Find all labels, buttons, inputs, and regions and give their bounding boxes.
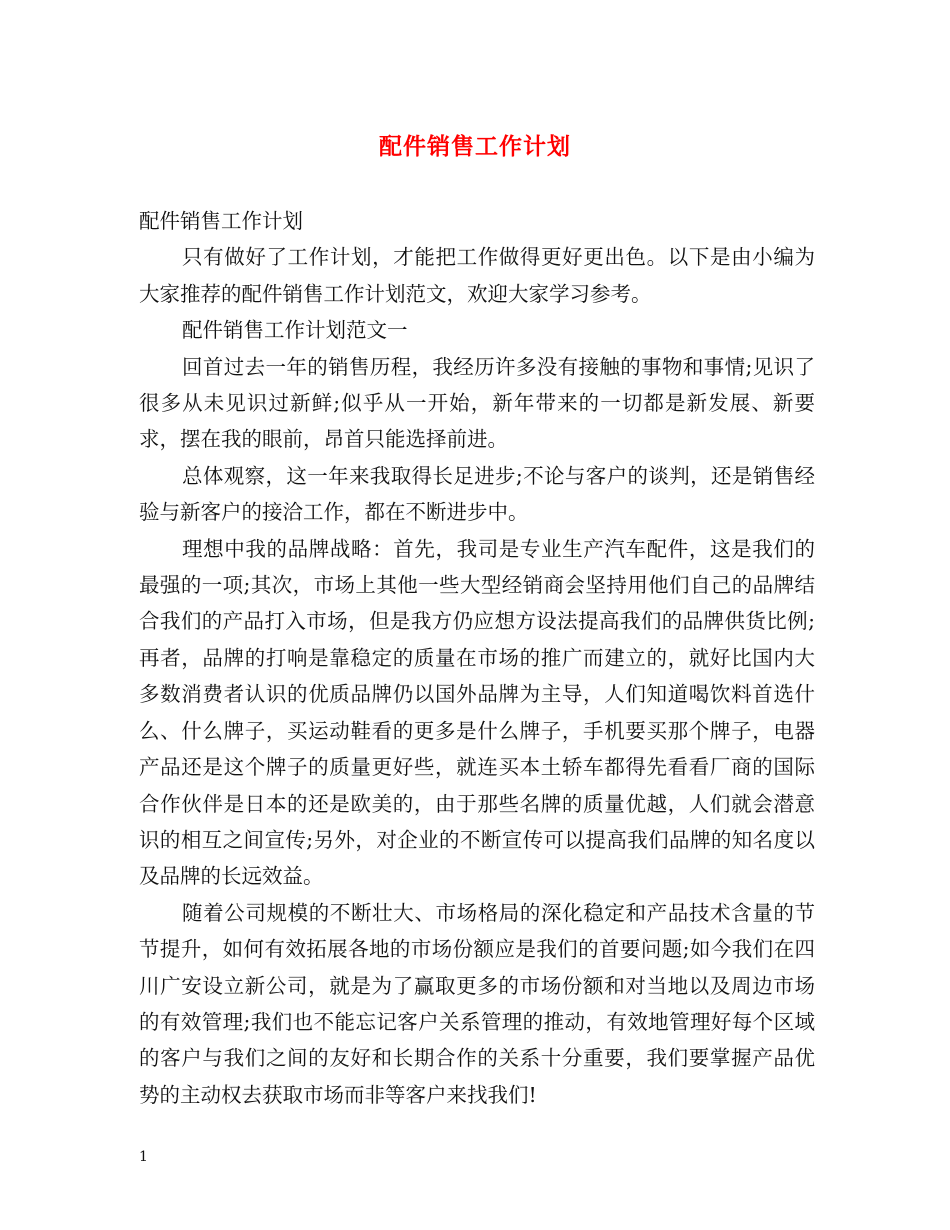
page-number: 1 [139,1149,148,1165]
paragraph-market-expansion: 随着公司规模的不断壮大、市场格局的深化稳定和产品技术含量的节节提升，如何有效拓展各地的市场份额应是我们的首要问题;如今我们在四川广安设立新公司，就是为了赢取更多的市场份额和对当地以及周边市场的有效管理;我们也不能忘记客户关系管理的推动，有效地管理好每个区域的客户与我们之间的友好和长期合作的关系十分重要，我们要掌握产品优势的主动权去获取市场而非等客户来找我们! [139,900,815,1107]
paragraph-brand-strategy: 理想中我的品牌战略：首先，我司是专业生产汽车配件，这是我们的最强的一项;其次，市场上其他一些大型经销商会坚持用他们自己的品牌结合我们的产品打入市场，但是我方仍应想方设法提高我们的品牌供货比例;再者，品牌的打响是靠稳定的质量在市场的推广而建立的，就好比国内大多数消费者认识的优质品牌仍以国外品牌为主导，人们知道喝饮料首选什么、什么牌子，买运动鞋看的更多是什么牌子，手机要买那个牌子，电器产品还是这个牌子的质量更好些，就连买本土轿车都得先看看厂商的国际合作伙伴是日本的还是欧美的，由于那些名牌的质量优越，人们就会潜意识的相互之间宣传;另外，对企业的不断宣传可以提高我们品牌的知名度以及品牌的长远效益。 [139,536,815,889]
paragraph-section-heading: 配件销售工作计划范文一 [182,318,408,343]
paragraph-subtitle: 配件销售工作计划 [139,209,303,233]
paragraph-review: 回首过去一年的销售历程，我经历许多没有接触的事物和事情;见识了很多从未见识过新鲜;似乎从一开始，新年带来的一切都是新发展、新要求，摆在我的眼前，昂首只能选择前进。 [139,354,815,452]
document-body [139,203,815,1113]
paragraph-overview: 总体观察，这一年来我取得长足进步;不论与客户的谈判，还是销售经验与新客户的接洽工作，都在不断进步中。 [139,463,815,525]
paragraph-intro: 只有做好了工作计划，才能把工作做得更好更出色。以下是由小编为大家推荐的配件销售工作计划范文，欢迎大家学习参考。 [139,245,815,306]
document-title: 配件销售工作计划 [379,133,571,160]
